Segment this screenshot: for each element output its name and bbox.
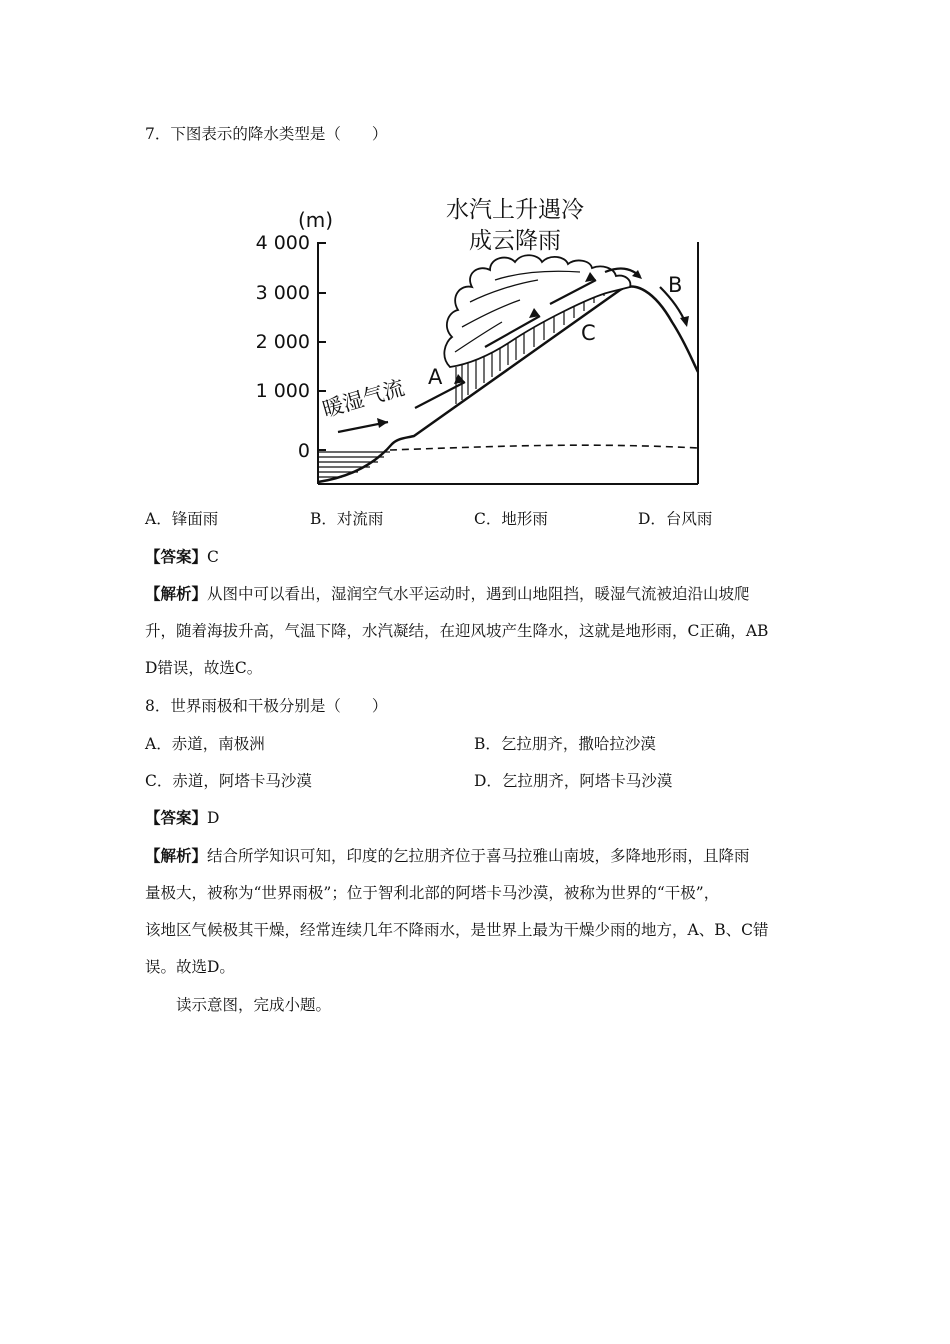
tick-4000: 4 000 bbox=[255, 232, 310, 254]
q8-analysis-line4: 误。故选D。 bbox=[145, 958, 235, 976]
q8-option-a: A．赤道，南极洲 bbox=[145, 735, 265, 753]
tick-0: 0 bbox=[297, 440, 310, 462]
q7-analysis-line2: 升，随着海拔升高，气温下降，水汽凝结，在迎风坡产生降水，这就是地形雨，C正确，AB bbox=[145, 622, 769, 640]
q8-analysis-line2: 量极大，被称为“世界雨极”；位于智利北部的阿塔卡马沙漠，被称为世界的“干极”， bbox=[145, 884, 720, 902]
label-a: A bbox=[428, 365, 443, 389]
label-b: B bbox=[668, 273, 683, 297]
q7-option-d: D．台风雨 bbox=[638, 510, 713, 528]
q8-analysis-line3: 该地区气候极其干燥，经常连续几年不降雨水，是世界上最为干燥少雨的地方，A、B、C错 bbox=[145, 921, 769, 939]
q8-option-b: B．乞拉朋齐，撒哈拉沙漠 bbox=[474, 735, 656, 753]
q8-option-d: D．乞拉朋齐，阿塔卡马沙漠 bbox=[474, 772, 673, 790]
tick-3000: 3 000 bbox=[255, 282, 310, 304]
q8-answer: 【答案】D bbox=[145, 808, 220, 827]
axis-unit: (m) bbox=[298, 208, 334, 232]
orographic-rain-diagram bbox=[255, 192, 720, 492]
q7-analysis-line3: D错误，故选C。 bbox=[145, 659, 263, 677]
sea-level-dashed-line bbox=[390, 445, 698, 450]
q8-stem: 8．世界雨极和干极分别是（ ） bbox=[145, 697, 388, 715]
figure-title-line2: 成云降雨 bbox=[469, 228, 561, 254]
tick-1000: 1 000 bbox=[255, 380, 310, 402]
label-c: C bbox=[581, 321, 596, 345]
q7-analysis-line1: 【解析】从图中可以看出，湿润空气水平运动时，遇到山地阻挡，暖湿气流被迫沿山坡爬 bbox=[145, 584, 750, 603]
q7-stem: 7．下图表示的降水类型是（ ） bbox=[145, 125, 388, 143]
q8-analysis-line1: 【解析】结合所学知识可知，印度的乞拉朋齐位于喜马拉雅山南坡，多降地形雨，且降雨 bbox=[145, 846, 750, 865]
airflow-label: 暖湿气流 bbox=[319, 375, 408, 422]
q7-option-b: B．对流雨 bbox=[310, 510, 384, 528]
tick-2000: 2 000 bbox=[255, 331, 310, 353]
intro-text: 读示意图，完成小题。 bbox=[176, 996, 332, 1014]
q7-answer: 【答案】C bbox=[145, 547, 219, 566]
q7-option-a: A．锋面雨 bbox=[145, 510, 219, 528]
q7-option-c: C．地形雨 bbox=[474, 510, 548, 528]
figure-title-line1: 水汽上升遇冷 bbox=[446, 197, 584, 223]
q8-option-c: C．赤道，阿塔卡马沙漠 bbox=[145, 772, 312, 790]
